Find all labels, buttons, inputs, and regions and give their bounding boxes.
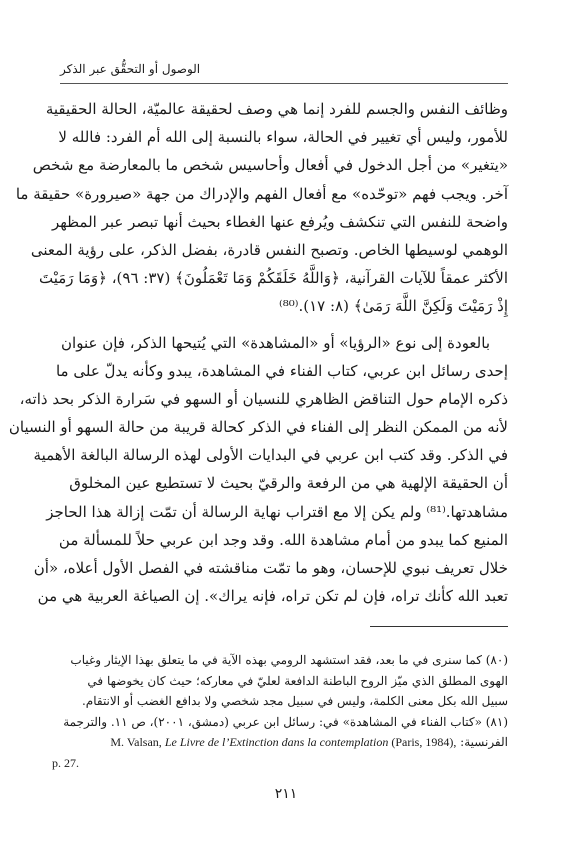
- footnote-line: (٨٠) كما سنرى في ما بعد، فقد استشهد الرومي بهذه الآية في ما يتعلق بهذا الإيثار وغياب: [70, 653, 508, 667]
- footnote-line: الهوى المطلق الذي ميّز الروح الباطنة الدافعة لعليّ في معاركه؛ حيث كان يخوضها في: [87, 673, 508, 688]
- footnote-81: [52, 712, 508, 773]
- text-line: وظائف النفس والجسم للفرد إنما هي وصف لحقيقة عالميّة، الحالة الحقيقية: [45, 100, 508, 118]
- text-line: خلال تعريف نبوي للإحسان، وهو ما تمّت مناقشته في الفصل الأول أعلاه، «أن: [33, 559, 508, 577]
- text-line: آخر. ويجب فهم «توحّده» مع أفعال الفهم والإدراك من جهة «صيرورة» حقيقة ما: [15, 184, 508, 203]
- text-line: واضحة للنفس التي تنكشف ويُرفع عنها الغطاء بحيث أنها تبصر عبر المظهر: [51, 212, 508, 231]
- citation-title: Le Livre de l’Extinction dans la contemplation: [164, 735, 389, 749]
- footnote-80: [52, 650, 508, 712]
- text-line: إِذْ رَمَيْتَ وَلَكِنَّ اللَّهَ رَمَىٰ﴾ (٨: ١٧).⁽⁸⁰⁾: [279, 297, 508, 316]
- citation-author: M. Valsan,: [110, 735, 162, 749]
- text-line: ذكره الإمام حول التناقض الظاهري للنسيان أو السهو في سَرارة الذكر بحد ذاته،: [19, 389, 508, 408]
- citation-page: p. 27.: [52, 755, 79, 770]
- paragraph-1: [15, 95, 508, 321]
- text-line: الوهمي لوسيطها الخاص. وتصبح النفس قادرة، بفضل الذكر، على رؤية المعنى: [30, 240, 508, 259]
- main-text: [8, 95, 508, 610]
- text-line: لأنه من الممكن النظر إلى الفناء في الذكر كحالة قريبة من حالة السهو أو النسيان: [8, 418, 508, 437]
- text-line: تعبد الله كأنك تراه، فإن لم تكن تراه، فإنه يراك». إن الصياغة العربية هي من: [37, 587, 508, 606]
- footnotes: [52, 650, 508, 773]
- text-line: بالعودة إلى نوع «الرؤيا» أو «المشاهدة» التي يُتيحها الذكر، فإن عنوان: [61, 333, 490, 352]
- header-rule: [60, 83, 508, 84]
- text-line: إحدى رسائل ابن عربي، كتاب الفناء في المشاهدة، يبدو وكأنه يدلّ على ما: [55, 361, 508, 380]
- text-line: «يتغير» من أجل الدخول في أفعال وأحاسيس شخص ما بالمعارضة مع شخص: [32, 156, 508, 175]
- text-line: في الذكر. وقد كتب ابن عربي في البدايات الأولى لهذه الرسالة البالغة الأهمية: [33, 446, 508, 465]
- text-line: المنيع كما يبدو من أمام مشاهدة الله. وقد وجد ابن عربي حلاً للمسألة من: [58, 530, 508, 549]
- footnote-arabic-suffix: الفرنسية:: [460, 735, 508, 749]
- text-line: الأكثر عمقاً للآيات القرآنية، ﴿وَاللَّهُ خَلَقَكُمْ وَمَا تَعْمَلُونَ﴾ (٣٧: ٩٦)، ﴿وَمَا رَمَيْتَ: [39, 269, 508, 288]
- footnote-citation-line: [52, 732, 508, 753]
- footnote-line: (٨١) «كتاب الفناء في المشاهدة» في: رسائل ابن عربي (دمشق، ٢٠٠١)، ص ١١. والترجمة: [63, 714, 508, 729]
- text-line: مشاهدتها.⁽⁸¹⁾ ولم يكن إلا مع اقتراب نهاية الرسالة أن تمّت إزالة هذا الحاجز: [46, 502, 508, 521]
- footnote-latin-citation: [110, 735, 456, 749]
- text-line: أن الحقيقة الإلهية هي من الرفعة والرقيّ بحيث لا تستطيع عين المخلوق: [69, 474, 508, 493]
- running-header: الوصول أو التحقُّق عبر الذكر: [60, 62, 201, 76]
- citation-publication: (Paris, 1984),: [391, 735, 457, 749]
- paragraph-2: [8, 329, 508, 611]
- footnote-rule: [370, 626, 508, 627]
- footnote-line: سبيل الله بكل معنى الكلمة، وليس في سبيل مجد شخصي ولا بدافع الغضب أو الانتقام.: [81, 694, 508, 708]
- page-number: ٢١١: [274, 786, 298, 802]
- text-line: للأمور، وليس أي تغيير في الحالة، سواء بالنسبة إلى الله أم الفرد: فالله لا: [58, 128, 508, 147]
